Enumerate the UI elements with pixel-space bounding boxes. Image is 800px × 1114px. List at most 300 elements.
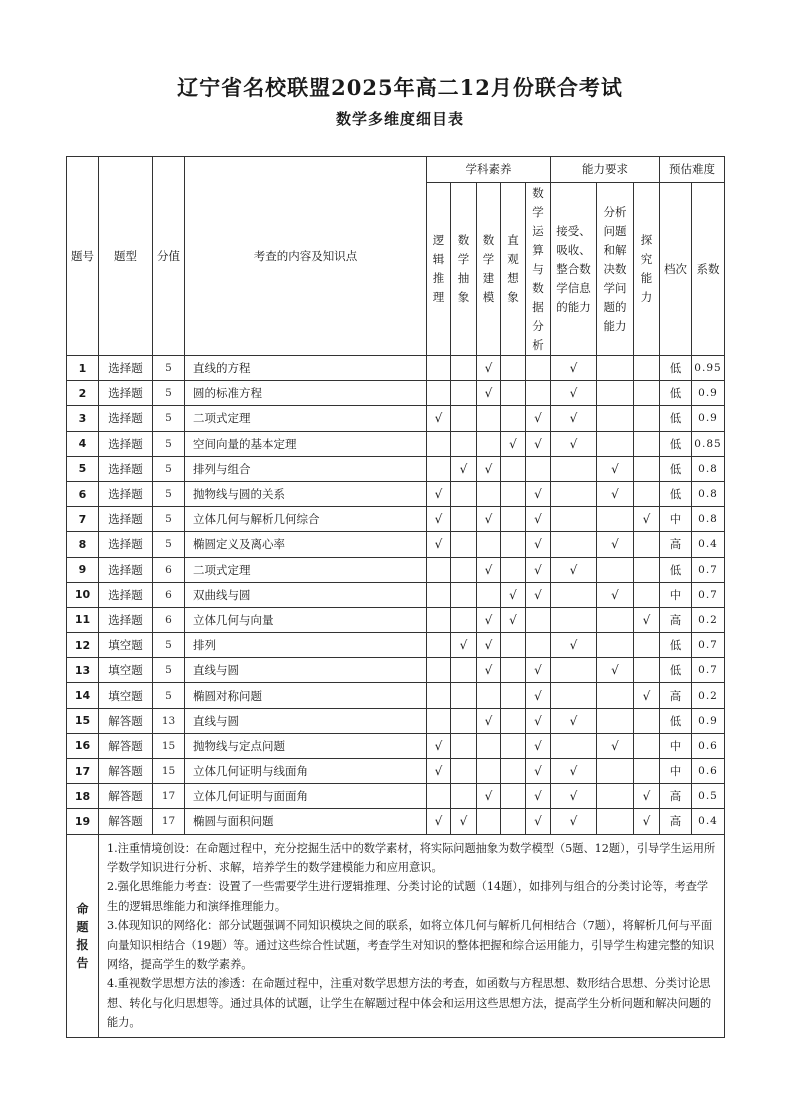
check-cell-absorb [551, 658, 597, 683]
check-cell-modeling [477, 406, 501, 431]
check-mark-icon: √ [569, 361, 578, 376]
question-content: 双曲线与圆 [185, 582, 427, 607]
table-row [67, 683, 725, 708]
check-cell-absorb [551, 708, 597, 733]
check-cell-absorb [551, 733, 597, 758]
question-type: 选择题 [99, 582, 153, 607]
question-score: 5 [153, 381, 185, 406]
question-score: 17 [153, 809, 185, 834]
check-mark-icon: √ [484, 713, 493, 728]
check-cell-logic [427, 532, 451, 557]
check-cell-explore [634, 759, 660, 784]
header-literacy-intuition: 直观想象 [501, 183, 526, 356]
question-number: 4 [67, 431, 99, 456]
check-cell-computation [526, 633, 551, 658]
check-cell-intuition [501, 582, 526, 607]
check-mark-icon: √ [611, 537, 619, 552]
question-content: 排列 [185, 633, 427, 658]
difficulty-level: 低 [660, 708, 692, 733]
check-cell-modeling [477, 456, 501, 481]
check-mark-icon: √ [509, 612, 517, 627]
question-score: 5 [153, 431, 185, 456]
question-type: 填空题 [99, 633, 153, 658]
check-cell-abstraction [451, 456, 477, 481]
difficulty-level: 中 [660, 582, 692, 607]
check-cell-modeling [477, 532, 501, 557]
check-cell-explore [634, 431, 660, 456]
check-cell-intuition [501, 532, 526, 557]
table-row [67, 431, 725, 456]
question-content: 立体几何与向量 [185, 607, 427, 632]
check-mark-icon: √ [484, 361, 493, 376]
table-row [67, 356, 725, 381]
question-score: 5 [153, 356, 185, 381]
check-mark-icon: √ [459, 814, 468, 829]
check-mark-icon: √ [569, 764, 578, 779]
check-cell-abstraction [451, 607, 477, 632]
table-row [67, 633, 725, 658]
check-cell-intuition [501, 431, 526, 456]
question-rows [67, 356, 725, 835]
check-cell-absorb [551, 532, 597, 557]
question-type: 解答题 [99, 784, 153, 809]
check-mark-icon: √ [509, 436, 517, 451]
question-score: 15 [153, 733, 185, 758]
check-cell-solve [597, 406, 634, 431]
check-cell-modeling [477, 683, 501, 708]
question-type: 选择题 [99, 381, 153, 406]
check-cell-intuition [501, 481, 526, 506]
check-cell-computation [526, 406, 551, 431]
check-mark-icon: √ [434, 411, 443, 426]
check-mark-icon: √ [534, 764, 542, 779]
question-score: 5 [153, 683, 185, 708]
question-score: 5 [153, 456, 185, 481]
report-paragraph: 4.重视数学思想方法的渗透：在命题过程中，注重对数学思想方法的考查，如函数与方程思想、数形结合思想、分类讨论思想、转化与化归思想等。通过具体的试题，让学生在解题过程中体会和运用这些思想方法，提高学生分析问题和解决问题的能力。 [107, 977, 712, 1030]
header-difficulty-coef: 系数 [692, 183, 725, 356]
question-number: 14 [67, 683, 99, 708]
check-cell-computation [526, 456, 551, 481]
check-cell-solve [597, 658, 634, 683]
check-cell-computation [526, 381, 551, 406]
check-cell-explore [634, 456, 660, 481]
check-cell-intuition [501, 406, 526, 431]
question-number: 6 [67, 481, 99, 506]
question-number: 7 [67, 507, 99, 532]
difficulty-level: 中 [660, 733, 692, 758]
question-content: 二项式定理 [185, 406, 427, 431]
check-cell-absorb [551, 633, 597, 658]
question-content: 二项式定理 [185, 557, 427, 582]
question-score: 6 [153, 607, 185, 632]
check-mark-icon: √ [434, 764, 443, 779]
check-cell-absorb [551, 607, 597, 632]
header-score: 分值 [153, 157, 185, 356]
question-type: 填空题 [99, 658, 153, 683]
check-cell-explore [634, 356, 660, 381]
check-cell-absorb [551, 456, 597, 481]
question-type: 选择题 [99, 532, 153, 557]
check-cell-solve [597, 633, 634, 658]
table-row [67, 708, 725, 733]
question-type: 选择题 [99, 456, 153, 481]
check-cell-abstraction [451, 406, 477, 431]
question-number: 11 [67, 607, 99, 632]
check-mark-icon: √ [484, 512, 493, 527]
check-cell-abstraction [451, 784, 477, 809]
question-content: 立体几何证明与面面角 [185, 784, 427, 809]
check-cell-solve [597, 431, 634, 456]
question-type: 选择题 [99, 507, 153, 532]
check-cell-solve [597, 456, 634, 481]
check-cell-explore [634, 381, 660, 406]
difficulty-level: 高 [660, 683, 692, 708]
check-cell-computation [526, 356, 551, 381]
question-score: 5 [153, 507, 185, 532]
question-content: 直线与圆 [185, 708, 427, 733]
question-content: 椭圆对称问题 [185, 683, 427, 708]
check-mark-icon: √ [434, 738, 443, 753]
question-number: 15 [67, 708, 99, 733]
question-type: 选择题 [99, 481, 153, 506]
check-cell-explore [634, 784, 660, 809]
check-mark-icon: √ [434, 487, 443, 502]
check-cell-modeling [477, 356, 501, 381]
check-cell-absorb [551, 582, 597, 607]
header-question-type: 题型 [99, 157, 153, 356]
check-cell-abstraction [451, 809, 477, 834]
difficulty-coefficient: 0.4 [692, 532, 725, 557]
check-cell-absorb [551, 507, 597, 532]
report-body [99, 834, 725, 1037]
table-row [67, 733, 725, 758]
check-mark-icon: √ [484, 663, 493, 678]
question-score: 15 [153, 759, 185, 784]
check-cell-logic [427, 456, 451, 481]
check-mark-icon: √ [534, 487, 542, 502]
check-cell-computation [526, 708, 551, 733]
question-score: 17 [153, 784, 185, 809]
report-label-text: 命 题 报 告 [76, 901, 89, 970]
check-mark-icon: √ [434, 512, 443, 527]
check-cell-abstraction [451, 532, 477, 557]
question-content: 直线的方程 [185, 356, 427, 381]
check-mark-icon: √ [642, 814, 651, 829]
question-content: 排列与组合 [185, 456, 427, 481]
check-mark-icon: √ [642, 612, 651, 627]
check-cell-explore [634, 708, 660, 733]
check-mark-icon: √ [534, 738, 542, 753]
check-cell-modeling [477, 658, 501, 683]
question-number: 17 [67, 759, 99, 784]
question-content: 立体几何证明与线面角 [185, 759, 427, 784]
difficulty-level: 低 [660, 356, 692, 381]
check-mark-icon: √ [534, 789, 542, 804]
check-mark-icon: √ [611, 738, 619, 753]
table-row [67, 557, 725, 582]
question-number: 16 [67, 733, 99, 758]
header-group-ability: 能力要求 [551, 157, 660, 183]
report-paragraph: 3.体现知识的网络化：部分试题强调不同知识模块之间的联系，如将立体几何与解析几何相结合（7题），将解析几何与平面向量知识相结合（19题）等。通过这些综合性试题，考查学生对知识的整体把握和综合运用能力，引导学生构建完整的知识网络，提高学生的数学素养。 [107, 919, 715, 971]
check-cell-solve [597, 582, 634, 607]
header-literacy-computation: 数学运算与数据分析 [526, 183, 551, 356]
difficulty-level: 高 [660, 532, 692, 557]
header-literacy-modeling: 数学建模 [477, 183, 501, 356]
check-cell-absorb [551, 759, 597, 784]
check-cell-solve [597, 557, 634, 582]
check-cell-computation [526, 582, 551, 607]
check-cell-logic [427, 809, 451, 834]
difficulty-coefficient: 0.2 [692, 607, 725, 632]
check-mark-icon: √ [569, 814, 578, 829]
header-ability-solve: 分析问题和解决数学问题的能力 [597, 183, 634, 356]
check-cell-modeling [477, 809, 501, 834]
check-cell-computation [526, 481, 551, 506]
question-number: 18 [67, 784, 99, 809]
check-cell-modeling [477, 431, 501, 456]
check-cell-computation [526, 658, 551, 683]
difficulty-coefficient: 0.7 [692, 582, 725, 607]
question-score: 5 [153, 633, 185, 658]
report-label [67, 834, 99, 1037]
check-cell-modeling [477, 381, 501, 406]
difficulty-coefficient: 0.7 [692, 557, 725, 582]
check-cell-intuition [501, 507, 526, 532]
question-score: 5 [153, 481, 185, 506]
check-cell-logic [427, 708, 451, 733]
check-mark-icon: √ [611, 461, 619, 476]
question-type: 填空题 [99, 683, 153, 708]
check-cell-intuition [501, 557, 526, 582]
check-cell-abstraction [451, 431, 477, 456]
check-cell-computation [526, 507, 551, 532]
check-cell-solve [597, 759, 634, 784]
check-mark-icon: √ [459, 461, 468, 476]
check-mark-icon: √ [569, 436, 578, 451]
check-cell-solve [597, 356, 634, 381]
header-ability-absorb: 接受、吸收、整合数学信息的能力 [551, 183, 597, 356]
difficulty-level: 低 [660, 431, 692, 456]
check-mark-icon: √ [534, 512, 542, 527]
question-content: 立体几何与解析几何综合 [185, 507, 427, 532]
check-mark-icon: √ [534, 411, 542, 426]
header-content: 考查的内容及知识点 [185, 157, 427, 356]
report-paragraph: 2.强化思维能力考查：设置了一些需要学生进行逻辑推理、分类讨论的试题（14题），如排列与组合的分类讨论等，考查学生的逻辑思维能力和演绎推理能力。 [107, 880, 709, 913]
table-row [67, 381, 725, 406]
question-type: 解答题 [99, 708, 153, 733]
question-number: 8 [67, 532, 99, 557]
check-cell-abstraction [451, 481, 477, 506]
check-cell-logic [427, 733, 451, 758]
check-cell-intuition [501, 683, 526, 708]
check-cell-modeling [477, 784, 501, 809]
question-number: 13 [67, 658, 99, 683]
question-type: 选择题 [99, 607, 153, 632]
check-cell-logic [427, 431, 451, 456]
check-mark-icon: √ [611, 587, 619, 602]
check-cell-abstraction [451, 683, 477, 708]
check-mark-icon: √ [534, 587, 542, 602]
question-number: 12 [67, 633, 99, 658]
check-cell-modeling [477, 733, 501, 758]
check-mark-icon: √ [642, 789, 651, 804]
check-cell-abstraction [451, 557, 477, 582]
table-row [67, 658, 725, 683]
check-cell-logic [427, 507, 451, 532]
table-row [67, 456, 725, 481]
check-cell-modeling [477, 582, 501, 607]
difficulty-coefficient: 0.6 [692, 759, 725, 784]
difficulty-level: 高 [660, 809, 692, 834]
difficulty-level: 中 [660, 759, 692, 784]
check-cell-explore [634, 633, 660, 658]
check-cell-intuition [501, 381, 526, 406]
difficulty-coefficient: 0.95 [692, 356, 725, 381]
check-cell-absorb [551, 557, 597, 582]
check-cell-logic [427, 582, 451, 607]
check-cell-intuition [501, 607, 526, 632]
check-cell-computation [526, 532, 551, 557]
check-cell-computation [526, 683, 551, 708]
difficulty-level: 高 [660, 607, 692, 632]
difficulty-coefficient: 0.85 [692, 431, 725, 456]
check-cell-abstraction [451, 759, 477, 784]
question-content: 直线与圆 [185, 658, 427, 683]
check-cell-explore [634, 481, 660, 506]
check-cell-solve [597, 381, 634, 406]
check-cell-computation [526, 759, 551, 784]
check-cell-computation [526, 431, 551, 456]
check-mark-icon: √ [569, 638, 578, 653]
check-cell-computation [526, 809, 551, 834]
question-score: 5 [153, 532, 185, 557]
check-cell-abstraction [451, 708, 477, 733]
check-cell-modeling [477, 708, 501, 733]
check-mark-icon: √ [484, 461, 493, 476]
check-cell-solve [597, 607, 634, 632]
check-cell-explore [634, 557, 660, 582]
check-cell-abstraction [451, 733, 477, 758]
check-cell-computation [526, 733, 551, 758]
check-cell-logic [427, 481, 451, 506]
question-type: 解答题 [99, 733, 153, 758]
check-cell-modeling [477, 633, 501, 658]
check-mark-icon: √ [509, 587, 517, 602]
check-cell-solve [597, 784, 634, 809]
check-cell-absorb [551, 481, 597, 506]
check-cell-abstraction [451, 582, 477, 607]
check-cell-logic [427, 784, 451, 809]
question-type: 选择题 [99, 356, 153, 381]
check-mark-icon: √ [611, 663, 619, 678]
table-row [67, 809, 725, 834]
question-number: 5 [67, 456, 99, 481]
check-mark-icon: √ [434, 814, 443, 829]
check-cell-explore [634, 406, 660, 431]
question-type: 解答题 [99, 809, 153, 834]
check-mark-icon: √ [484, 562, 493, 577]
difficulty-coefficient: 0.8 [692, 481, 725, 506]
question-content: 椭圆与面积问题 [185, 809, 427, 834]
check-cell-logic [427, 406, 451, 431]
question-number: 1 [67, 356, 99, 381]
check-mark-icon: √ [459, 638, 468, 653]
difficulty-level: 低 [660, 557, 692, 582]
table-row [67, 582, 725, 607]
difficulty-coefficient: 0.8 [692, 456, 725, 481]
difficulty-coefficient: 0.8 [692, 507, 725, 532]
check-cell-solve [597, 532, 634, 557]
check-mark-icon: √ [534, 713, 542, 728]
check-cell-logic [427, 557, 451, 582]
header-group-literacy: 学科素养 [427, 157, 551, 183]
question-score: 6 [153, 582, 185, 607]
check-cell-absorb [551, 406, 597, 431]
header-ability-explore: 探究能力 [634, 183, 660, 356]
question-number: 10 [67, 582, 99, 607]
header-question-number: 题号 [67, 157, 99, 356]
question-score: 5 [153, 658, 185, 683]
header-difficulty-level: 档次 [660, 183, 692, 356]
check-cell-computation [526, 557, 551, 582]
header-group-difficulty: 预估难度 [660, 157, 725, 183]
table-row [67, 607, 725, 632]
check-cell-logic [427, 356, 451, 381]
check-mark-icon: √ [534, 663, 542, 678]
question-type: 选择题 [99, 406, 153, 431]
check-cell-solve [597, 708, 634, 733]
table-row [67, 481, 725, 506]
check-mark-icon: √ [534, 562, 542, 577]
difficulty-coefficient: 0.9 [692, 406, 725, 431]
header-literacy-logic: 逻辑推理 [427, 183, 451, 356]
difficulty-level: 低 [660, 658, 692, 683]
difficulty-level: 高 [660, 784, 692, 809]
question-type: 选择题 [99, 431, 153, 456]
difficulty-level: 低 [660, 406, 692, 431]
check-cell-explore [634, 733, 660, 758]
check-cell-logic [427, 683, 451, 708]
check-mark-icon: √ [569, 386, 578, 401]
check-mark-icon: √ [434, 537, 443, 552]
check-cell-absorb [551, 356, 597, 381]
check-cell-explore [634, 582, 660, 607]
check-cell-explore [634, 607, 660, 632]
check-mark-icon: √ [534, 688, 542, 703]
question-score: 13 [153, 708, 185, 733]
question-content: 抛物线与定点问题 [185, 733, 427, 758]
check-cell-absorb [551, 431, 597, 456]
difficulty-coefficient: 0.9 [692, 708, 725, 733]
check-cell-modeling [477, 557, 501, 582]
check-cell-logic [427, 759, 451, 784]
check-cell-abstraction [451, 633, 477, 658]
check-mark-icon: √ [484, 638, 493, 653]
check-cell-intuition [501, 759, 526, 784]
header-literacy-abstraction: 数学抽象 [451, 183, 477, 356]
table-row [67, 784, 725, 809]
check-cell-solve [597, 481, 634, 506]
difficulty-level: 低 [660, 456, 692, 481]
check-cell-modeling [477, 507, 501, 532]
specification-table [66, 156, 725, 1038]
check-cell-solve [597, 683, 634, 708]
check-cell-solve [597, 809, 634, 834]
check-cell-intuition [501, 658, 526, 683]
difficulty-level: 低 [660, 481, 692, 506]
table-row [67, 507, 725, 532]
difficulty-level: 低 [660, 633, 692, 658]
